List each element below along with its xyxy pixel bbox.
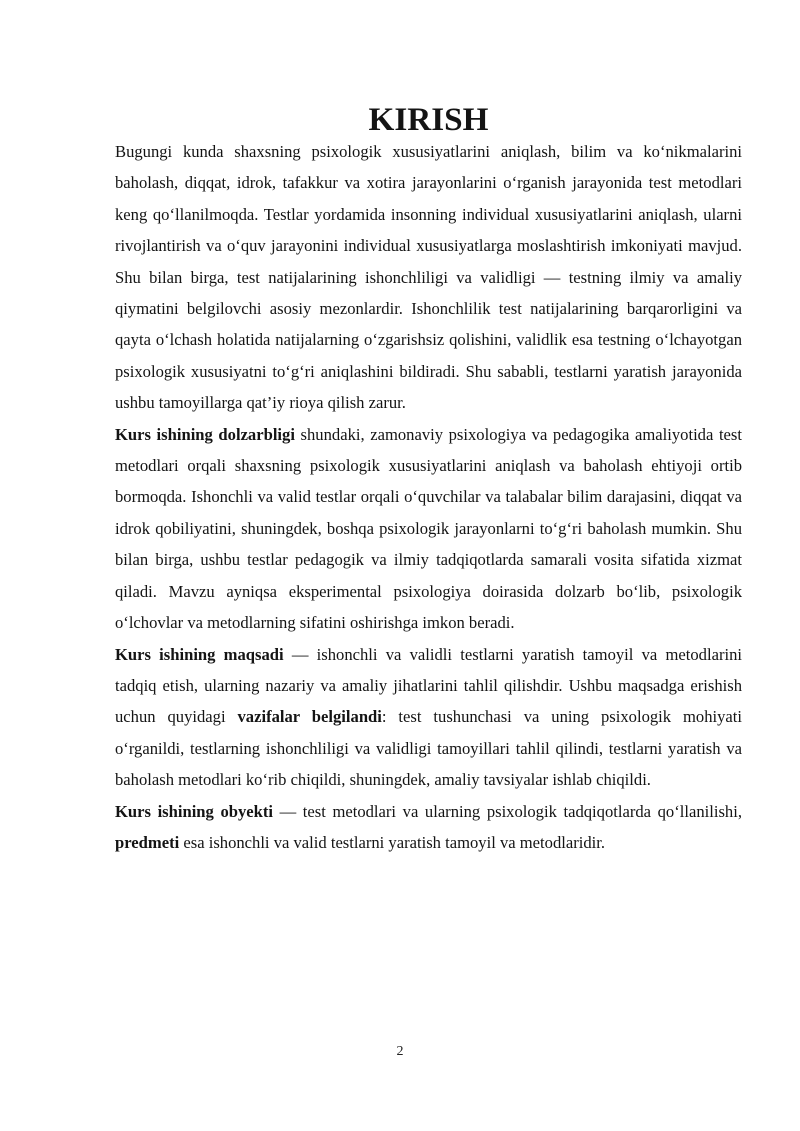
- page-number: 2: [396, 1044, 404, 1059]
- paragraph-relevance: [115, 419, 742, 639]
- section-heading: KIRISH: [368, 101, 489, 138]
- paragraph-introduction: [115, 136, 742, 419]
- paragraph-text: — ishonchli va validli testlarni yaratish tamoyil va metodlarini tadqiq etish, ularning nazariy va amaliy jihatlarini tahlil qilishdir. Ushbu maqsadga erishish uchun quyidagi: [115, 644, 742, 727]
- paragraph-bold-lead: Kurs ishining obyekti: [115, 801, 273, 821]
- paragraph-bold-term: vazifalar belgilandi: [237, 707, 382, 727]
- paragraph-text: — test metodlari va ularning psixologik tadqiqotlarda qo‘llanilishi,: [273, 801, 742, 821]
- paragraph-goal: [115, 639, 742, 796]
- paragraph-text: Bugungi kunda shaxsning psixologik xususiyatlarini aniqlash, bilim va ko‘nikmalarini baholash, diqqat, idrok, tafakkur va xotira jarayonlarini o‘rganish jarayonida test metodlari keng qo‘llanilmoqda. Testlar yordamida insonning individual xususiyatlarini aniqlash, ularni rivojlantirish va o‘quv jarayonini individual xususiyatlarga moslashtirish imkoniyati mavjud. Shu bilan birga, test natijalarining ishonchliligi va validligi — testning ilmiy va amaliy qiymatini belgilovchi asosiy mezonlardir. Ishonchlilik test natijalarining barqarorligini va qayta o‘lchash holatida natijalarning o‘zgarishsiz qolishini, validlik esa testning o‘lchayotgan psixologik xususiyatni to‘g‘ri aniqlashini bildiradi. Shu sababli, testlarni yaratish jarayonida ushbu tamoyillarga qat’iy rioya qilish zarur.: [115, 142, 742, 413]
- paragraph-bold-lead: Kurs ishining maqsadi: [115, 644, 284, 664]
- page-content: [115, 101, 743, 858]
- paragraph-bold-lead: Kurs ishining dolzarbligi: [115, 424, 295, 444]
- paragraph-bold-term: predmeti: [115, 832, 180, 852]
- paragraph-text: shundaki, zamonaviy psixologiya va pedagogika amaliyotida test metodlari orqali shaxsning psixologik xususiyatlarini aniqlash va baholash ehtiyoji ortib bormoqda. Ishonchli va valid testlar orqali o‘quvchilar va talabalar bilim darajasini, diqqat va idrok qobiliyatini, shuningdek, boshqa psixologik jarayonlarni to‘g‘ri baholash mumkin. Shu bilan birga, ushbu testlar pedagogik va ilmiy tadqiqotlarda samarali vosita sifatida xizmat qiladi. Mavzu ayniqsa eksperimental psixologiya doirasida dolzarb bo‘lib, psixologik o‘lchovlar va metodlarning sifatini oshirishga imkon beradi.: [115, 424, 742, 633]
- paragraph-text: : test tushunchasi va uning psixologik mohiyati o‘rganildi, testlarning ishonchliligi va validligi tamoyillari tahlil qilindi, testlarni yaratish va baholash metodlari ko‘rib chiqildi, shuningdek, amaliy tavsiyalar ishlab chiqildi.: [115, 707, 743, 790]
- paragraph-text: esa ishonchli va valid testlarni yaratish tamoyil va metodlaridir.: [179, 832, 606, 852]
- paragraph-object: [115, 796, 742, 859]
